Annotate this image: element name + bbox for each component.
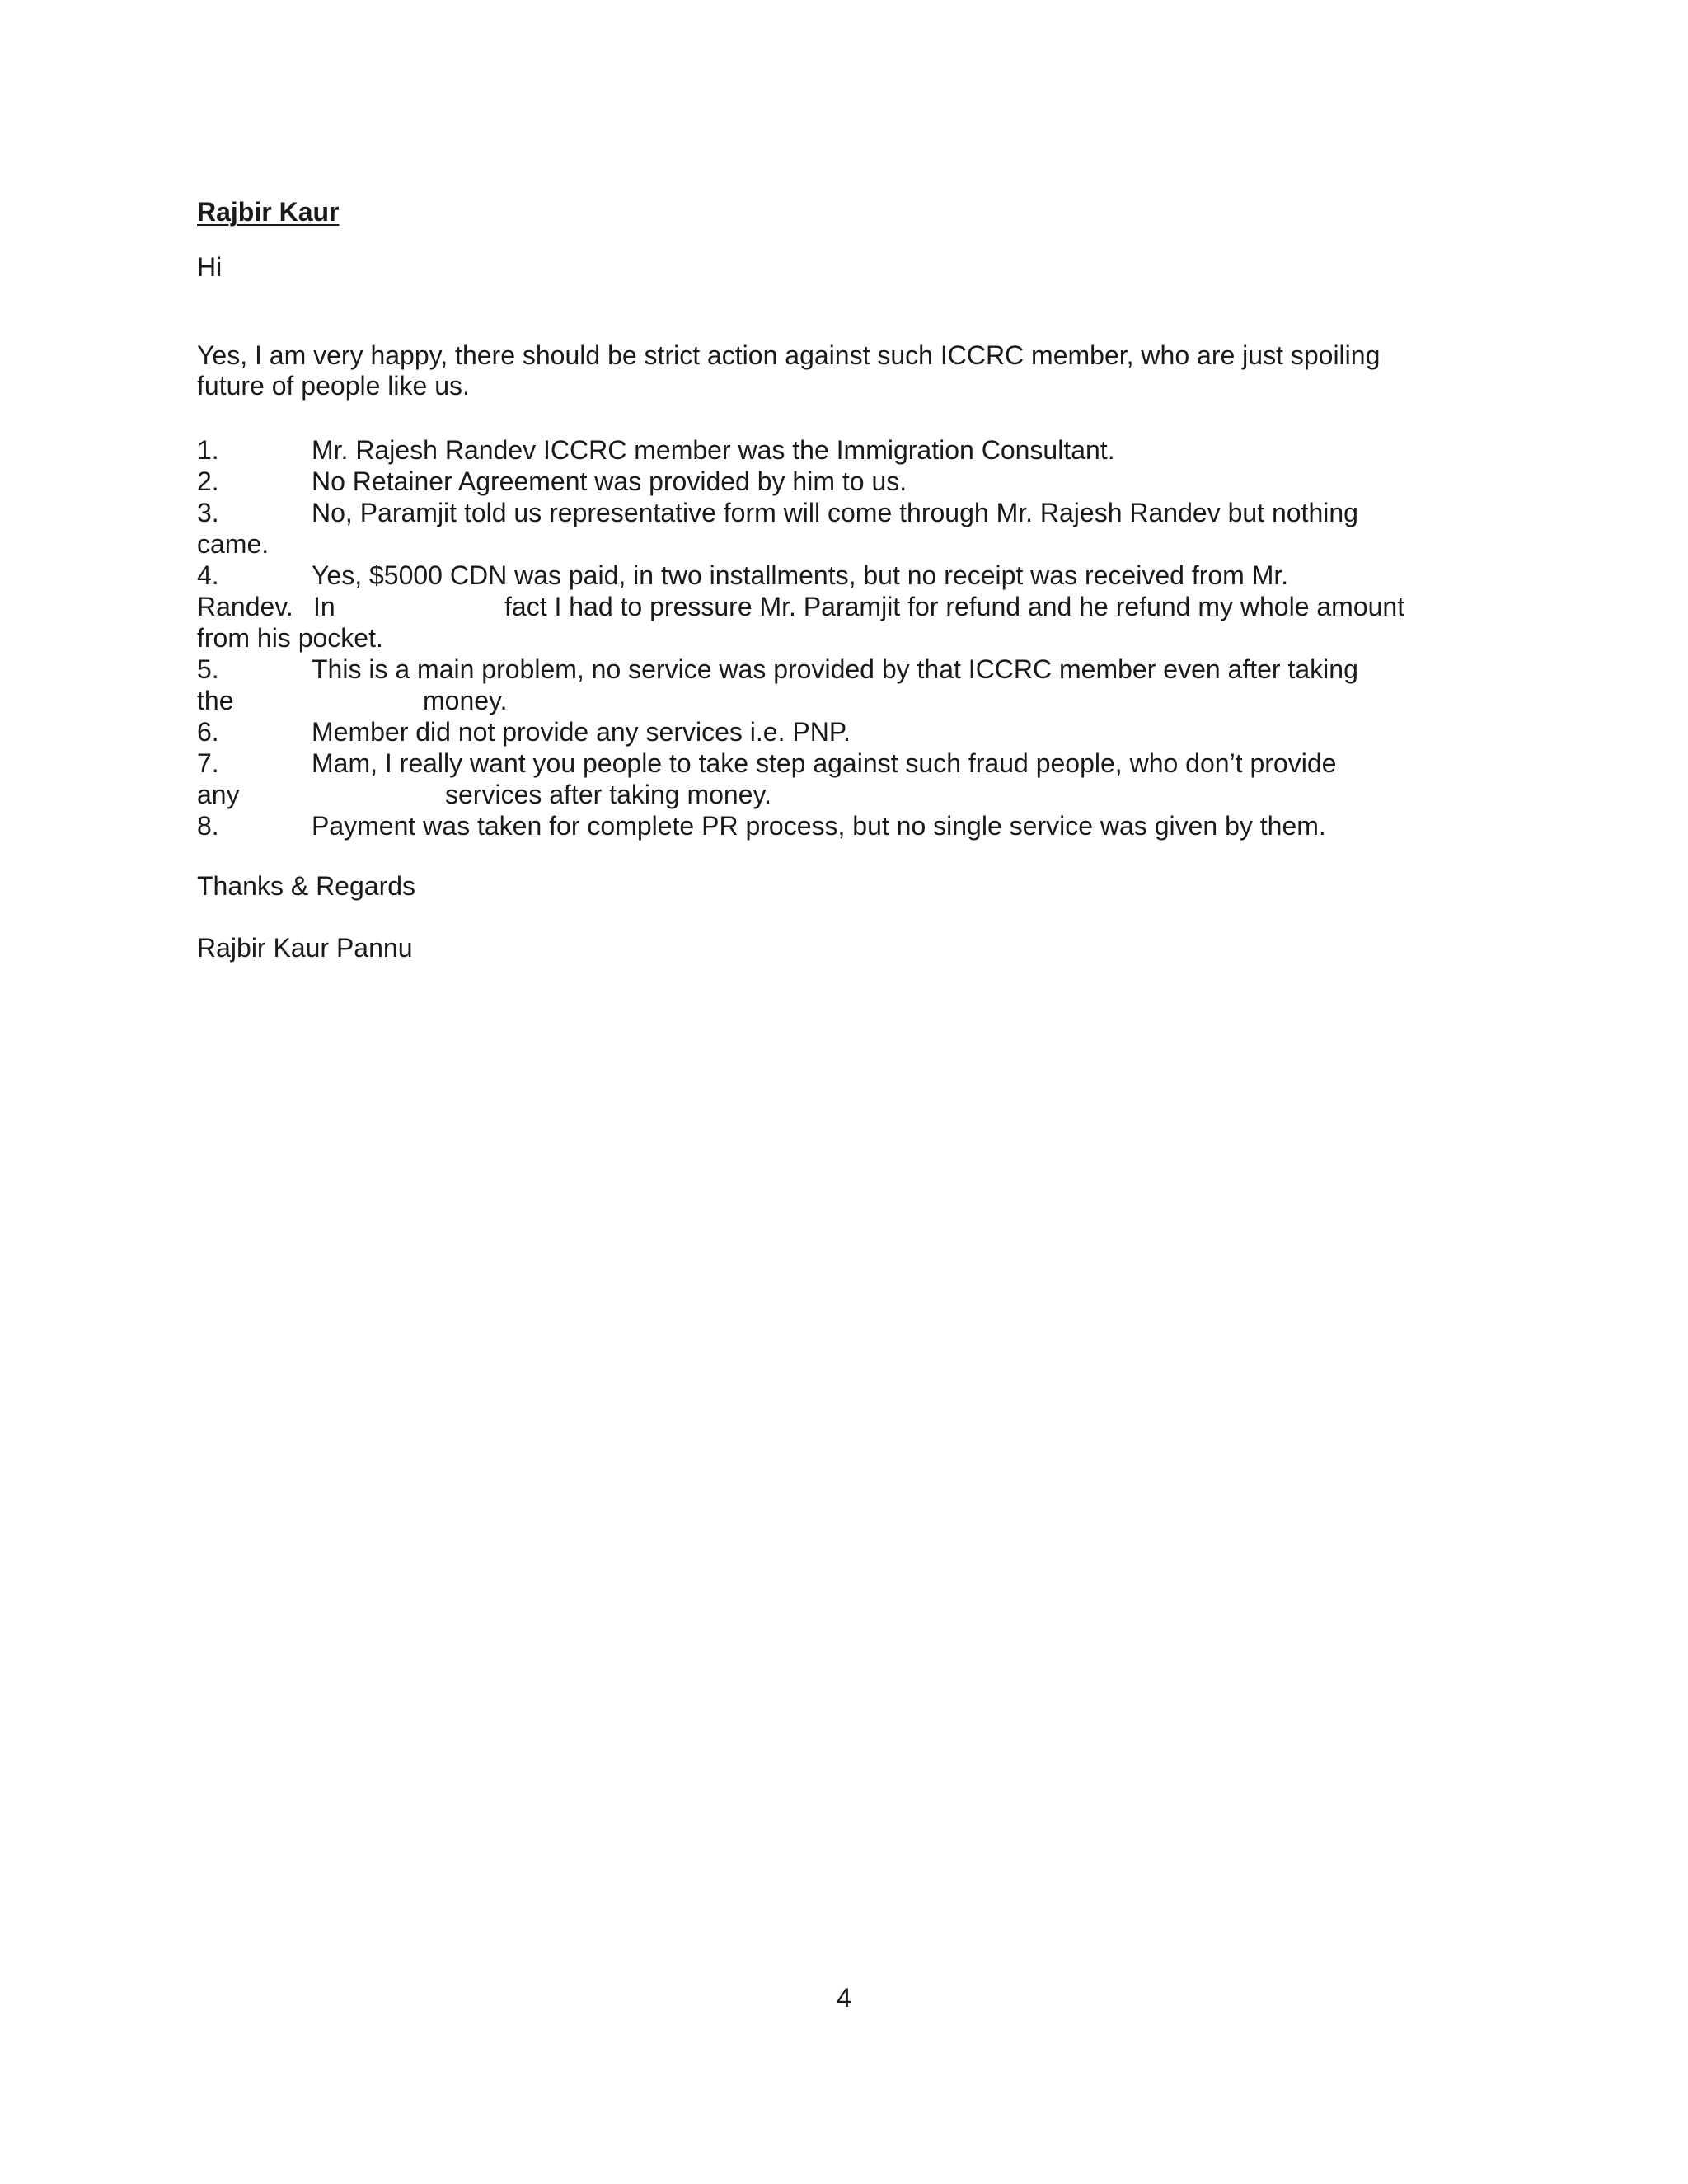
list-item-text: This is a main problem, no service was provided by that ICCRC member even after taking — [312, 654, 1358, 684]
list-item-text: Member did not provide any services i.e. PNP. — [312, 717, 851, 747]
list-item-continuation: from his pocket. — [197, 623, 383, 653]
item-number: 2. — [197, 466, 219, 496]
author-heading: Rajbir Kaur — [197, 197, 340, 227]
item-number: 6. — [197, 717, 219, 747]
intro-line-2: future of people like us. — [197, 371, 470, 401]
list-item-text: Yes, $5000 CDN was paid, in two installments, but no receipt was received from Mr. — [312, 560, 1289, 590]
list-item-text: Mam, I really want you people to take step against such fraud people, who don’t provide — [312, 748, 1337, 778]
item-number: 4. — [197, 560, 219, 590]
item-number: 7. — [197, 748, 219, 778]
list-item-text: No Retainer Agreement was provided by him to us. — [312, 466, 907, 496]
list-item-text: No, Paramjit told us representative form will come through Mr. Rajesh Randev but nothing — [312, 498, 1358, 527]
list-item-text: Mr. Rajesh Randev ICCRC member was the Immigration Consultant. — [312, 435, 1115, 465]
list-item-continuation: In — [313, 592, 335, 621]
item-number: 1. — [197, 435, 219, 465]
item-number: 3. — [197, 498, 219, 527]
list-item-continuation: services after taking money. — [445, 780, 772, 809]
greeting: Hi — [197, 252, 223, 282]
item-number: 8. — [197, 811, 219, 841]
list-item-continuation: money. — [423, 686, 508, 715]
intro-line-1: Yes, I am very happy, there should be strict action against such ICCRC member, who are just spoiling — [197, 340, 1381, 370]
list-item-text: Payment was taken for complete PR process, but no single service was given by them. — [312, 811, 1326, 841]
list-item-continuation: came. — [197, 529, 270, 559]
closing: Thanks & Regards — [197, 871, 416, 901]
list-item-continuation: the — [197, 686, 234, 715]
list-item-continuation: any — [197, 780, 240, 809]
list-item-continuation: fact I had to pressure Mr. Paramjit for refund and he refund my whole amount — [504, 592, 1405, 621]
item-number: 5. — [197, 654, 219, 684]
page-number: 4 — [837, 1983, 851, 2013]
signature-name: Rajbir Kaur Pannu — [197, 933, 413, 963]
list-item-continuation: Randev. — [197, 592, 293, 621]
